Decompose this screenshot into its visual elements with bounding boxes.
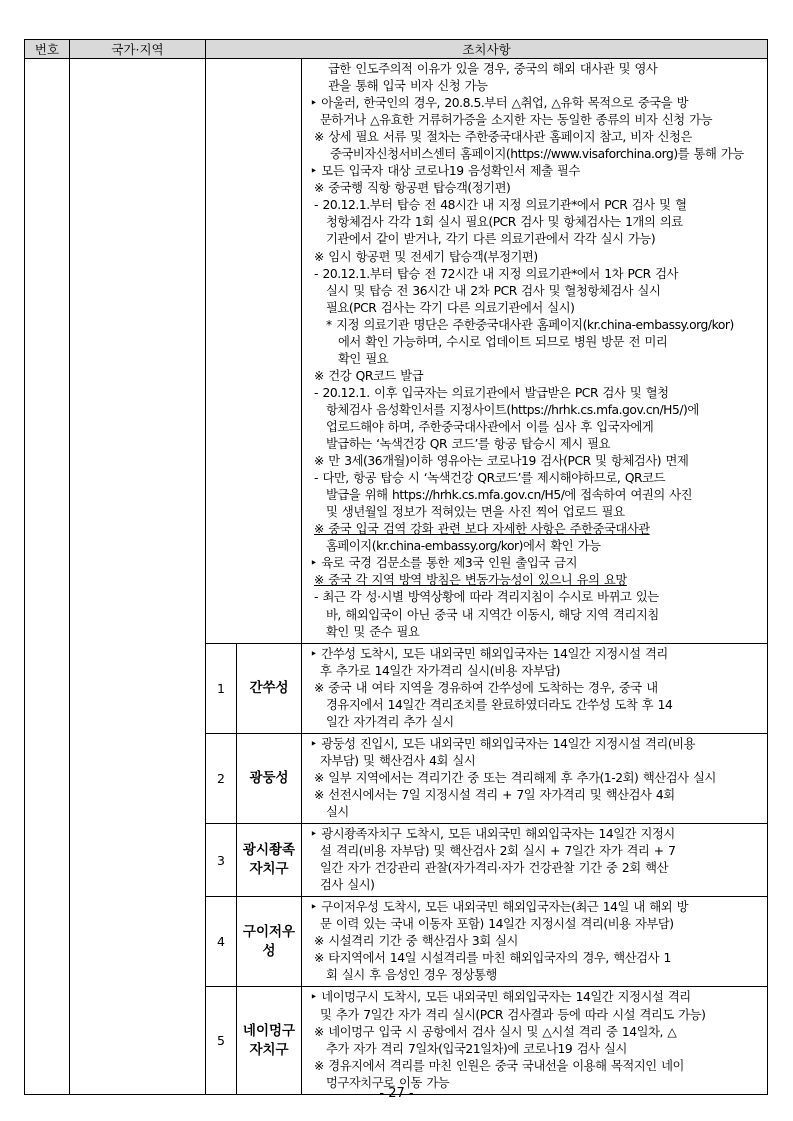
intro-line: 발급을 위해 https://hrhk.cs.mfa.gov.cn/H5/에 접속하여 여권의 사진: [326, 488, 693, 503]
intro-line: ※ 상세 필요 서류 및 절차는 주한중국대사관 홈페이지 참고, 비자 신청은: [314, 130, 692, 145]
province-line: ‣ 네이멍구시 도착시, 모든 내외국민 해외입국자는 14일간 지정시설 격리: [310, 990, 691, 1005]
province-line: ‣ 광둥성 진입시, 모든 내외국민 해외입국자는 14일간 지정시설 격리(비용: [310, 736, 696, 751]
province-text-block: [302, 734, 767, 823]
intro-line: 에서 확인 가능하며, 수시로 업데이트 되므로 병원 방문 전 미리: [338, 334, 668, 349]
intro-line: 확인 필요: [338, 351, 389, 366]
province-line: 추가 자가 격리 7일차(입국21일차)에 코로나19 검사 실시: [326, 1041, 627, 1056]
province-name: [237, 733, 302, 823]
intro-line: ※ 중국 각 지역 방역 방침은 변동가능성이 있으니 유의 요망: [314, 573, 627, 588]
intro-line: - 20.12.1.부터 탑승 전 48시간 내 지정 의료기관*에서 PCR 검사 및 혈: [314, 198, 687, 213]
intro-line: 및 생년월일 정보가 적혀있는 면을 사진 찍어 업로드 필요: [326, 505, 625, 520]
province-line: 자부담) 및 핵산검사 4회 실시: [320, 753, 476, 768]
intro-line: ※ 중국행 직항 항공편 탑승객(정기편): [314, 181, 511, 196]
header-measures: 조치사항: [206, 40, 768, 59]
intro-line: 필요(PCR 검사는 각기 다른 의료기관에서 실시): [326, 300, 575, 315]
province-line: 경유지에서 14일간 격리조치를 완료하였더라도 간쑤성 도착 후 14: [326, 697, 673, 712]
intro-line: 문하거나 △유효한 거류허가증을 소지한 자는 동일한 종류의 비자 신청 가능: [320, 113, 713, 128]
intro-line: 실시 및 탑승 전 36시간 내 2차 PCR 검사 및 혈청항체검사 실시: [326, 283, 661, 298]
province-name-part: 네이멍구: [242, 1022, 296, 1039]
table-header-row: [25, 40, 768, 59]
province-line: 및 추가 7일간 자가 격리 실시(PCR 검사결과 등에 따라 시설 격리도 가능): [320, 1007, 706, 1022]
intro-line: - 20.12.1.부터 탑승 전 72시간 내 지정 의료기관*에서 1차 PCR 검사: [314, 266, 678, 281]
province-line: 문 이력 있는 국내 이동자 포함) 14일간 지정시설 격리(비용 자부담): [320, 917, 674, 932]
province-line: ※ 시설격리 기간 중 핵산검사 3회 실시: [314, 934, 518, 949]
intro-text-block: [302, 59, 767, 643]
province-line: ※ 타지역에서 14일 시설격리를 마친 해외입국자의 경우, 핵산검사 1: [314, 951, 671, 966]
intro-line: 업로드해야 하며, 주한중국대사관에서 이를 심사 후 입국자에게: [326, 419, 654, 434]
province-number: 4: [206, 897, 237, 987]
province-line: 일간 자가격리 추가 실시: [326, 714, 454, 729]
province-name: [237, 824, 302, 897]
province-measures-cell: [302, 733, 768, 823]
province-text-block: [302, 824, 767, 896]
province-name: [237, 897, 302, 987]
intro-line: ※ 중국 입국 검역 강화 관련 보다 자세한 사항은 주한중국대사관: [314, 522, 650, 537]
intro-line: 청항체검사 각각 1회 실시 필요(PCR 검사 및 항체검사는 1개의 의료: [326, 215, 683, 230]
intro-line: - 다만, 항공 탑승 시 ‘녹색건강 QR코드’를 제시해야하므로, QR코드: [314, 471, 666, 486]
intro-line: ※ 임시 항공편 및 전세기 탑승객(부정기편): [314, 249, 538, 264]
province-text-block: [302, 897, 767, 986]
province-number: 5: [206, 987, 237, 1094]
intro-line: 확인 및 준수 필요: [326, 624, 420, 639]
province-line: ※ 네이멍구 입국 시 공항에서 검사 실시 및 △시설 격리 중 14일차, △: [314, 1024, 677, 1039]
intro-line: 급한 인도주의적 이유가 있을 경우, 중국의 해외 대사관 및 영사: [328, 62, 658, 76]
intro-line: ※ 만 3세(36개월)이하 영유아는 코로나19 검사(PCR 및 항체검사) 면제: [314, 454, 689, 469]
intro-line: 중국비자신청서비스센터 홈페이지(https://www.visaforchina.org)를 통해 가능: [330, 147, 744, 162]
province-line: 실시: [326, 805, 349, 820]
province-line: 검사 실시): [320, 878, 375, 893]
region-cell: [70, 59, 206, 1095]
intro-line: 홈페이지(kr.china-embassy.org/kor)에서 확인 가능: [326, 539, 601, 554]
province-number: 1: [206, 643, 237, 733]
province-line: ※ 중국 내 여타 지역을 경유하여 간쑤성에 도착하는 경우, 중국 내: [314, 680, 658, 695]
province-line: 회 실시 후 음성인 경우 정상통행: [326, 968, 497, 983]
spacer-cell: [206, 59, 302, 644]
intro-measures-cell: [302, 59, 768, 644]
page-number: - 27 -: [379, 1086, 414, 1101]
province-name: [237, 987, 302, 1094]
province-measures-cell: [302, 643, 768, 733]
province-line: ‣ 광시좡족자치구 도착시, 모든 내외국민 해외입국자는 14일간 지정시: [310, 827, 675, 842]
province-number: 2: [206, 733, 237, 823]
province-line: 멍구자치구로 이동 가능: [326, 1075, 450, 1090]
province-line: ※ 경유지에서 격리를 마친 인원은 중국 국내선을 이용해 목적지인 네이: [314, 1058, 684, 1073]
province-line: ‣ 구이저우성 도착시, 모든 내외국민 해외입국자는(최근 14일 내 해외 방: [310, 900, 689, 915]
province-name-part: 광시좡족: [242, 842, 296, 859]
header-no: 번호: [25, 40, 70, 59]
province-line: 일간 자가 건강관리 관찰(자가격리·자가 건강관찰 기간 중 2회 핵산: [320, 861, 668, 876]
province-measures-cell: [302, 897, 768, 987]
province-name-part: 간쑤성: [249, 679, 289, 696]
province-name-part: 자치구: [249, 1041, 289, 1058]
province-text-block: [302, 644, 767, 733]
intro-line: ※ 건강 QR코드 발급: [314, 368, 424, 383]
intro-line: 기관에서 같이 받거나, 각기 다른 의료기관에서 각각 실시 가능): [326, 232, 656, 247]
province-name-part: 광둥성: [249, 769, 289, 786]
intro-line: ‣ 아울러, 한국인의 경우, 20.8.5.부터 △취업, △유학 목적으로 중국을 방: [310, 96, 689, 111]
intro-line: 바, 해외입국이 아닌 중국 내 지역간 이동시, 해당 지역 격리지침: [326, 607, 659, 622]
table-row-intro: [25, 59, 768, 644]
province-name-part: 자치구: [249, 861, 289, 878]
header-region: 국가·지역: [70, 40, 206, 59]
province-line: 후 추가로 14일간 자가격리 실시(비용 자부담): [320, 663, 561, 678]
intro-line: 관을 통해 입국 비자 신청 가능: [328, 79, 488, 94]
province-line: ‣ 간쑤성 도착시, 모든 내외국민 해외입국자는 14일간 지정시설 격리: [310, 646, 668, 661]
province-name-part: 구이저우성: [242, 923, 296, 959]
intro-line: ‣ 모든 입국자 대상 코로나19 음성확인서 제출 필수: [310, 164, 580, 179]
province-line: 설 격리(비용 자부담) 및 핵산검사 2회 실시 + 7일간 자가 격리 + 7: [320, 844, 676, 859]
intro-line: - 20.12.1. 이후 입국자는 의료기관에서 발급받은 PCR 검사 및 혈청: [314, 385, 669, 400]
province-measures-cell: [302, 987, 768, 1094]
province-line: ※ 선전시에서는 7일 지정시설 격리 + 7일 자가격리 및 핵산검사 4회: [314, 787, 675, 802]
intro-line: 발급하는 ‘녹색건강 QR 코드’를 항공 탑승시 제시 필요: [326, 437, 611, 452]
province-text-block: [302, 987, 767, 1093]
intro-line: * 지정 의료기관 명단은 주한중국대사관 홈페이지(kr.china-embassy.org/kor): [326, 317, 734, 332]
no-cell: [25, 59, 70, 1095]
province-number: 3: [206, 824, 237, 897]
province-line: ※ 일부 지역에서는 격리기간 중 또는 격리해제 후 추가(1-2회) 핵산검사 실시: [314, 770, 716, 785]
province-name: [237, 643, 302, 733]
table-body: [25, 59, 768, 1095]
province-measures-cell: [302, 824, 768, 897]
measures-table: [24, 39, 768, 1095]
intro-line: 항체검사 음성확인서를 지정사이트(https://hrhk.cs.mfa.gov.cn/H5/)에: [326, 402, 699, 417]
intro-line: ‣ 육로 국경 검문소를 통한 제3국 인원 출입국 금지: [310, 556, 577, 571]
intro-line: - 최근 각 성·시별 방역상황에 따라 격리지침이 수시로 바뀌고 있는: [314, 590, 659, 605]
